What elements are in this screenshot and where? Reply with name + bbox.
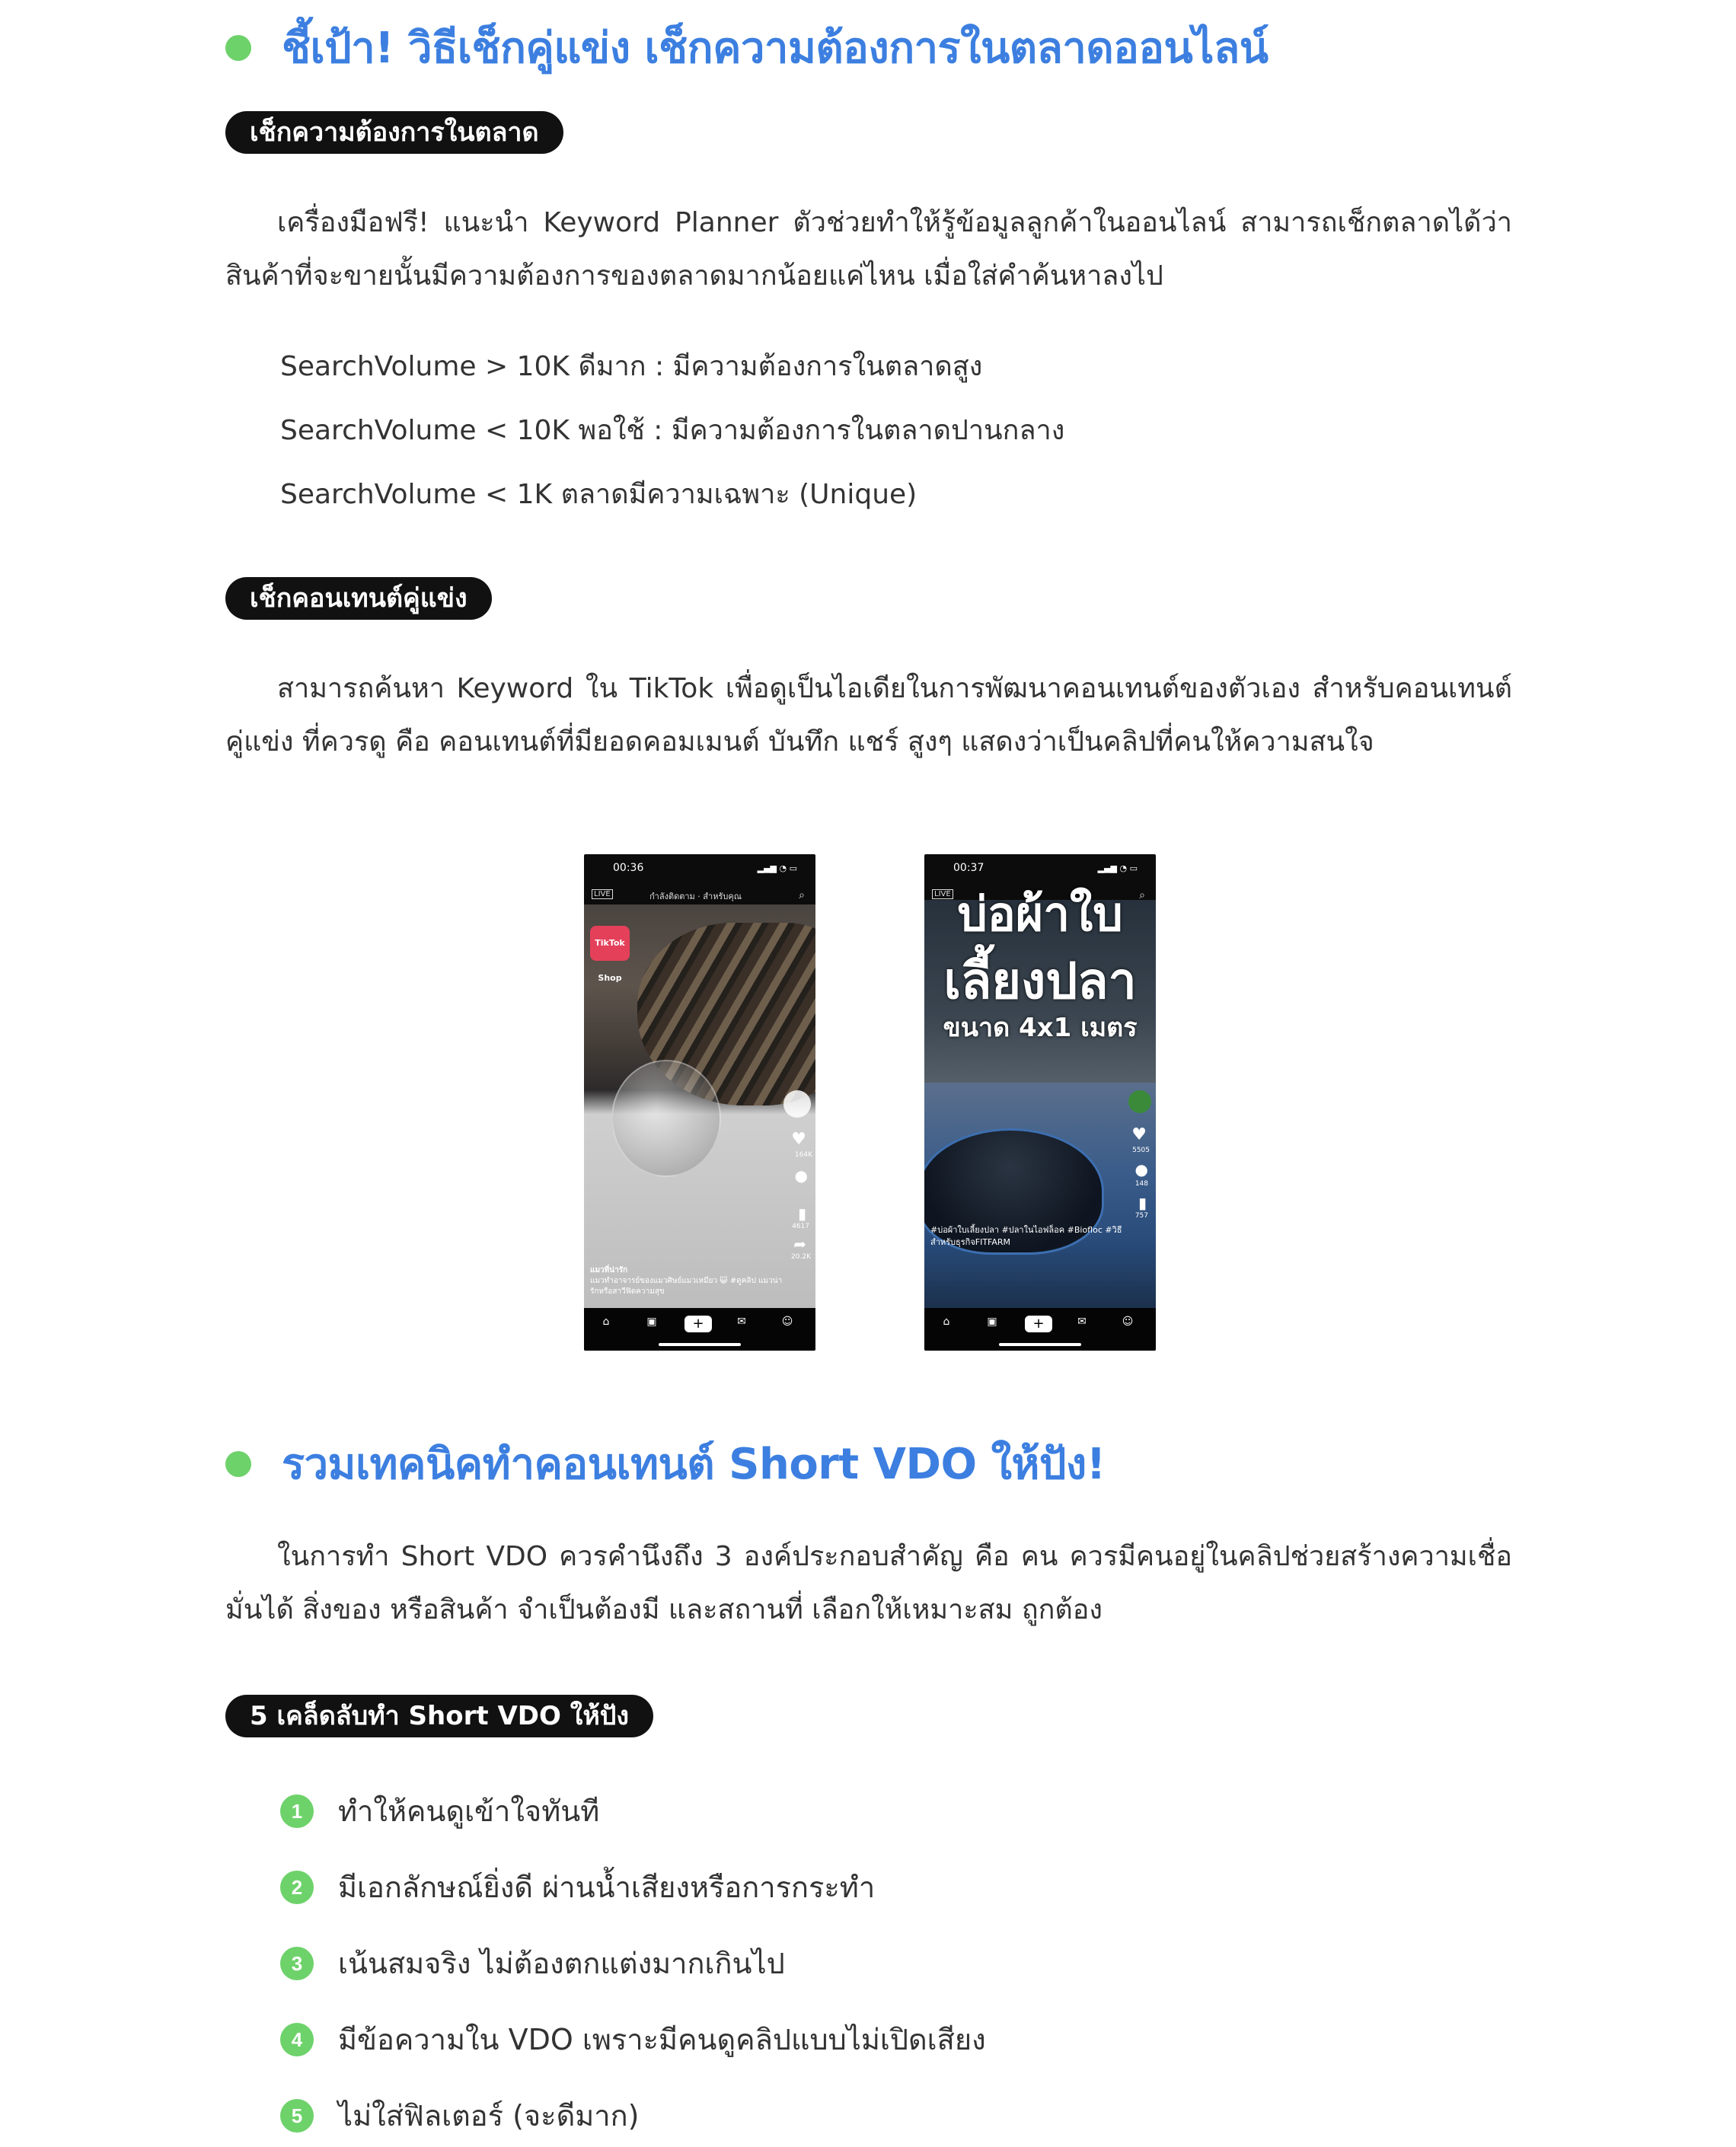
tip-item	[280, 1940, 785, 1986]
search-volume-unique: SearchVolume < 1K ตลาดมีความเฉพาะ (Unique)	[280, 479, 917, 510]
shop-icon: ▣	[987, 1316, 997, 1328]
search-icon: ⌕	[799, 889, 805, 901]
caption-user: แมวที่น่ารัก	[590, 1266, 628, 1274]
heart-icon: ♥	[791, 1130, 806, 1149]
short-vdo-paragraph: ในการทำ Short VDO ควรคำนึงถึง 3 องค์ประกอบสำคัญ คือ คน ควรมีคนอยู่ในคลิปช่วยสร้างความเชื่อมั่นได้ สิ่งของ หรือสินค้า จำเป็นต้องมี และสถานที่ เลือกให้เหมาะสม ถูกต้อง	[225, 1541, 1512, 1625]
feed-tabs	[584, 889, 815, 904]
competitor-paragraph: สามารถค้นหา Keyword ใน TikTok เพื่อดูเป็นไอเดียในการพัฒนาคอนเทนต์ของตัวเอง สำหรับคอนเทนต์คู่แข่ง ที่ควรดู คือ คอนเทนต์ที่มียอดคอมเมนต์ บันทึก แชร์ สูงๆ แสดงว่าเป็นคลิปที่คนให้ความสนใจ	[225, 673, 1512, 758]
like-count: 164K	[794, 1151, 812, 1159]
inbox-icon: ✉	[1077, 1316, 1087, 1328]
like-count: 5505	[1132, 1147, 1150, 1154]
creator-avatar	[1128, 1090, 1151, 1113]
signal-battery-icon: ▂▄▆ ◔ ▭	[1097, 863, 1138, 873]
bookmark-icon: ▮	[1138, 1194, 1147, 1212]
live-icon: LIVE	[932, 889, 953, 899]
bullet-dot-icon	[225, 1451, 251, 1477]
profile-icon: ☺	[1122, 1316, 1134, 1328]
save-count: 4617	[792, 1223, 809, 1230]
pill-label-tips: 5 เคล็ดลับทำ Short VDO ให้ปัง	[225, 1695, 653, 1737]
bottom-nav	[584, 1308, 815, 1351]
tip-text: มีข้อความใน VDO เพราะมีคนดูคลิปแบบไม่เปิดเสียง	[338, 2023, 986, 2056]
number-badge-icon: 3	[280, 1947, 314, 1980]
heart-icon: ♥	[1131, 1125, 1147, 1144]
bullet-dot-icon	[225, 35, 251, 61]
tip-item	[280, 1788, 599, 1834]
number-badge-icon: 5	[280, 2099, 314, 2133]
signal-battery-icon: ▂▄▆ ◔ ▭	[757, 863, 797, 873]
tip-text: ไม่ใส่ฟิลเตอร์ (จะดีมาก)	[338, 2099, 640, 2133]
share-count: 20.2K	[791, 1253, 811, 1261]
save-count: 757	[1134, 1212, 1148, 1220]
bottom-nav	[924, 1308, 1156, 1351]
home-icon: ⌂	[943, 1316, 950, 1328]
status-time: 00:36	[613, 862, 644, 874]
creator-avatar	[783, 1090, 811, 1118]
share-icon: ➦	[793, 1235, 806, 1253]
number-badge-icon: 2	[280, 1871, 314, 1904]
market-paragraph: เครื่องมือฟรี! แนะนำ Keyword Planner ตัวช่วยทำให้รู้ข้อมูลลูกค้าในออนไลน์ สามารถเช็กตลาดได้ว่า สินค้าที่จะขายนั้นมีความต้องการของตลาดมากน้อยแค่ไหน เมื่อใส่คำค้นหาลงไป	[225, 207, 1512, 292]
section-heading-short-vdo	[225, 1430, 1106, 1498]
home-indicator	[999, 1343, 1081, 1346]
tip-text: ทำให้คนดูเข้าใจทันที	[338, 1794, 600, 1828]
tiktok-screenshot-cat	[584, 854, 815, 1351]
tip-text: มีเอกลักษณ์ยิ่งดี ผ่านน้ำเสียงหรือการกระทำ	[338, 1871, 876, 1904]
tip-text: เน้นสมจริง ไม่ต้องตกแต่งมากเกินไป	[338, 1947, 785, 1980]
tip-item	[280, 2016, 986, 2062]
profile-icon: ☺	[781, 1316, 793, 1328]
tiktok-shop-badge: TikTok Shop	[590, 926, 630, 961]
search-volume-medium: SearchVolume < 10K พอใช้ : มีความต้องการในตลาดปานกลาง	[280, 415, 1065, 446]
home-indicator	[659, 1343, 741, 1346]
shop-icon: ▣	[646, 1316, 657, 1328]
heading-text: ชี้เป้า! วิธีเช็กคู่แข่ง เช็กความต้องการในตลาดออนไลน์	[282, 24, 1268, 73]
live-icon: LIVE	[592, 889, 613, 899]
heading-text: รวมเทคนิคทำคอนเทนต์ Short VDO ให้ปัง!	[282, 1440, 1106, 1489]
number-badge-icon: 4	[280, 2023, 314, 2056]
home-icon: ⌂	[602, 1316, 610, 1328]
search-volume-high: SearchVolume > 10K ดีมาก : มีความต้องการในตลาดสูง	[280, 351, 983, 382]
comment-icon: ●	[1134, 1160, 1148, 1179]
tip-item	[280, 1864, 875, 1910]
status-time: 00:37	[953, 862, 984, 874]
create-plus-icon: +	[1025, 1316, 1052, 1332]
overlay-title-line3: ขนาด 4x1 เมตร	[943, 1013, 1138, 1043]
comment-icon: ●	[794, 1166, 808, 1185]
tip-item	[280, 2092, 639, 2139]
number-badge-icon: 1	[280, 1794, 314, 1828]
bookmark-icon: ▮	[797, 1204, 806, 1223]
video-caption: #บ่อผ้าใบเลี้ยงปลา #ปลาในไอฟล็อค #Biofloc #วิธีสำหรับธุรกิจFITFARM	[930, 1225, 1122, 1247]
feed-tab-labels: กำลังติดตาม · สำหรับคุณ	[649, 892, 742, 901]
inbox-icon: ✉	[737, 1316, 746, 1328]
fishbowl-image	[611, 1060, 721, 1177]
tiktok-screenshot-fish-pond	[924, 854, 1156, 1351]
overlay-title-line2: เลี้ยงปลา	[943, 952, 1137, 1010]
pill-label-competitor: เช็กคอนเทนต์คู่แข่ง	[225, 577, 492, 620]
pill-label-market: เช็กความต้องการในตลาด	[225, 111, 563, 154]
section-heading-competitor	[225, 14, 1268, 81]
comment-count: 148	[1134, 1180, 1148, 1188]
overlay-title-line1: บ่อผ้าใบ	[957, 886, 1123, 942]
search-icon: ⌕	[1139, 889, 1145, 901]
video-caption	[590, 1265, 788, 1297]
caption-text: แมวทำอาจารย์ของแมวศิษย์แมวเหมียว 😺 #ดูคลิป แมวน่ารักหรือสาวีฟิดความสุข	[590, 1277, 783, 1296]
create-plus-icon: +	[685, 1316, 712, 1332]
